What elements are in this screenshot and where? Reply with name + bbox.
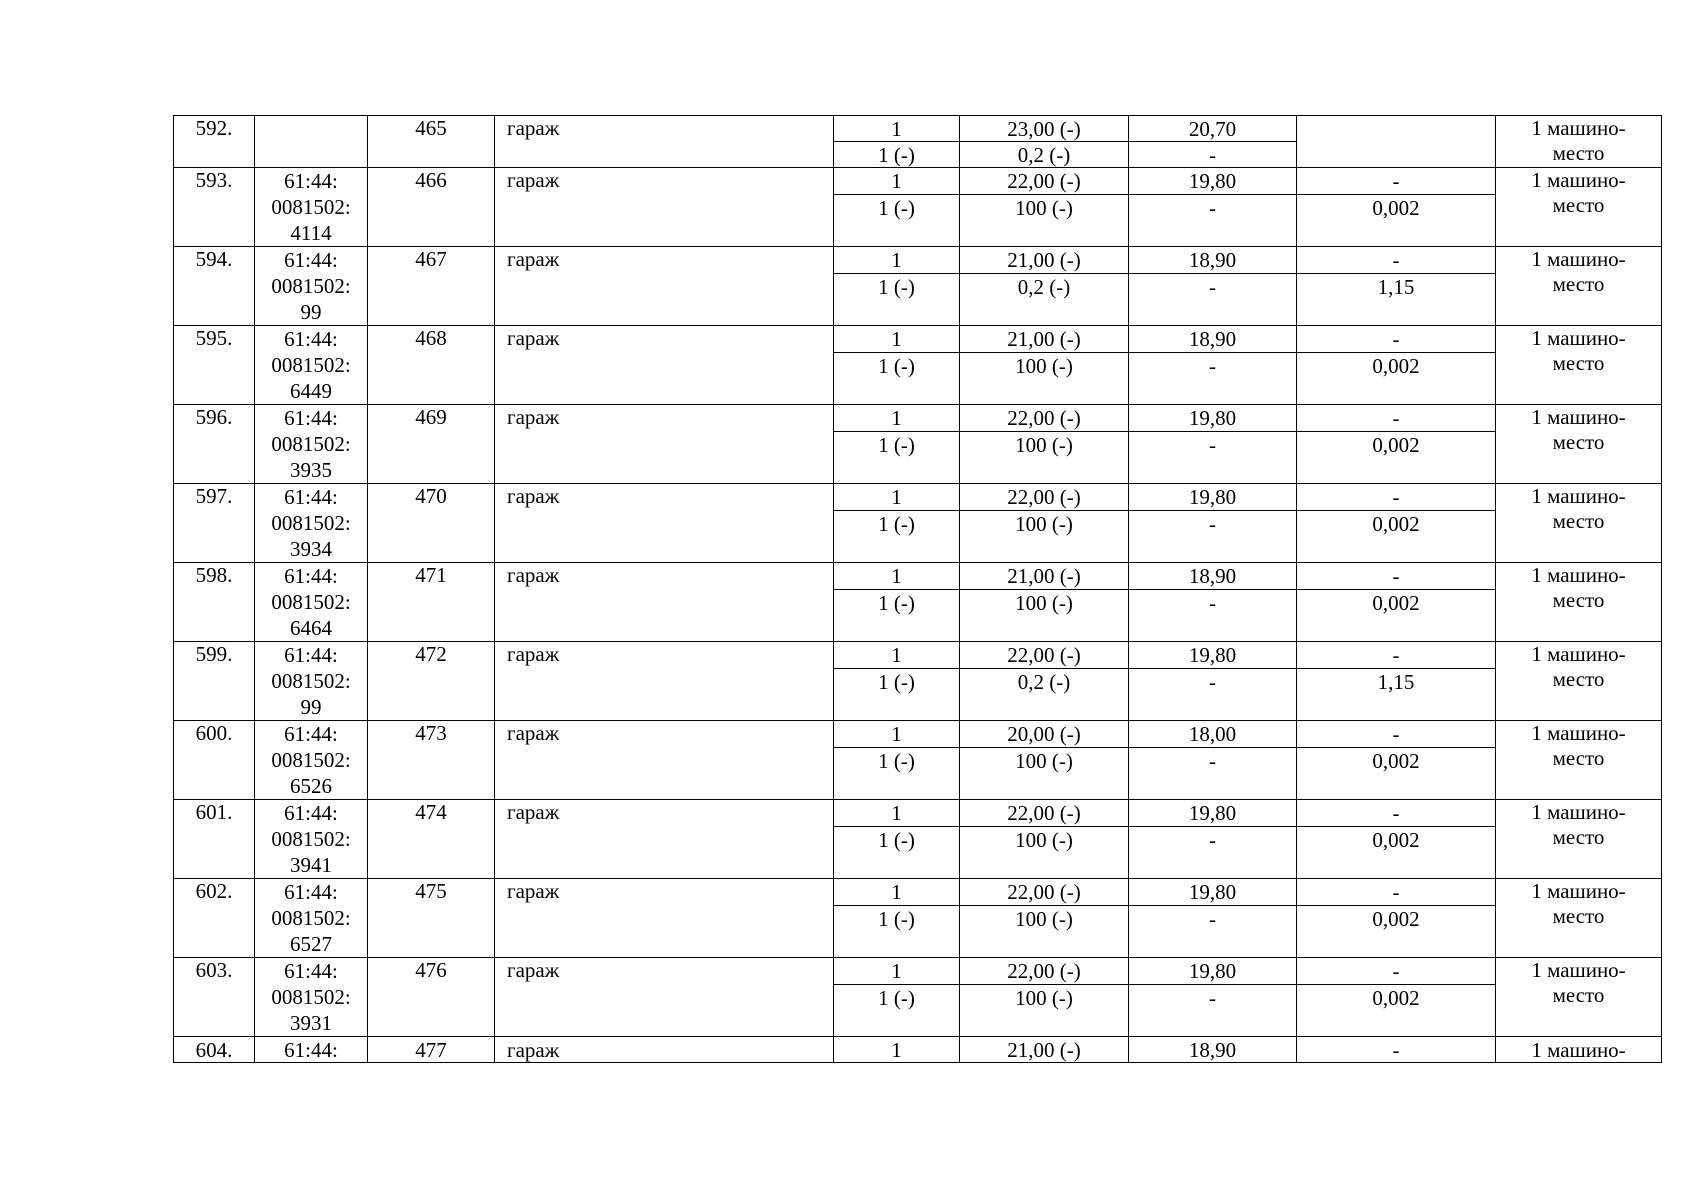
value-cell: -	[1129, 353, 1297, 405]
count-cell: 1	[834, 563, 960, 590]
parking-cell	[1496, 563, 1662, 642]
count-cell: 1 (-)	[834, 511, 960, 563]
cadastral-number-part: 61:44:	[284, 722, 338, 746]
cadastral-number-part: 0081502:	[271, 669, 351, 693]
table-row	[174, 879, 1662, 906]
parking-text: 1 машино-	[1531, 958, 1626, 982]
area-cell: 100 (-)	[960, 827, 1129, 879]
object-number-cell: 467	[368, 247, 495, 326]
row-number-cell: 598.	[174, 563, 255, 642]
parking-text: место	[1552, 588, 1605, 612]
object-name-cell: гараж	[495, 116, 834, 168]
value-cell: -	[1129, 590, 1297, 642]
cadastral-number-part: 61:44:	[284, 248, 338, 272]
extra-cell: -	[1297, 247, 1496, 274]
value-cell: 19,80	[1129, 484, 1297, 511]
count-cell: 1 (-)	[834, 195, 960, 247]
object-name-cell: гараж	[495, 168, 834, 247]
parking-cell	[1496, 958, 1662, 1037]
cadastral-number-part: 99	[300, 695, 322, 719]
object-number-cell: 471	[368, 563, 495, 642]
row-number-cell: 599.	[174, 642, 255, 721]
object-number-cell: 475	[368, 879, 495, 958]
value-cell: 19,80	[1129, 879, 1297, 906]
cadastral-number-cell: 61:44:	[255, 1037, 368, 1063]
parking-cell	[1496, 116, 1662, 168]
value-cell: 19,80	[1129, 800, 1297, 827]
table-row	[174, 642, 1662, 669]
object-name-cell: гараж	[495, 721, 834, 800]
parking-text: место	[1552, 746, 1605, 770]
cadastral-number-part: 99	[300, 300, 322, 324]
object-number-cell: 469	[368, 405, 495, 484]
parking-text: 1 машино-	[1531, 721, 1626, 745]
extra-cell: -	[1297, 879, 1496, 906]
parking-text: место	[1552, 667, 1605, 691]
object-name-cell: гараж	[495, 800, 834, 879]
cadastral-number-part: 6449	[290, 379, 332, 403]
value-cell: -	[1129, 669, 1297, 721]
cadastral-number-part: 0081502:	[271, 748, 351, 772]
cadastral-number-part: 61:44:	[284, 406, 338, 430]
object-number-cell: 470	[368, 484, 495, 563]
extra-cell: -	[1297, 642, 1496, 669]
cadastral-number-cell	[255, 116, 368, 168]
table-row	[174, 800, 1662, 827]
parking-text: 1 машино-	[1531, 879, 1626, 903]
parking-cell	[1496, 879, 1662, 958]
row-number-cell: 597.	[174, 484, 255, 563]
value-cell: -	[1129, 432, 1297, 484]
extra-cell: -	[1297, 958, 1496, 985]
count-cell: 1 (-)	[834, 906, 960, 958]
area-cell: 100 (-)	[960, 432, 1129, 484]
extra-cell: 0,002	[1297, 906, 1496, 958]
cadastral-number-part: 3935	[290, 458, 332, 482]
row-number-cell: 595.	[174, 326, 255, 405]
extra-cell: 1,15	[1297, 274, 1496, 326]
area-cell: 100 (-)	[960, 511, 1129, 563]
row-number-cell: 604.	[174, 1037, 255, 1063]
parking-text: место	[1552, 825, 1605, 849]
object-name-cell: гараж	[495, 879, 834, 958]
extra-cell: 0,002	[1297, 827, 1496, 879]
area-cell: 23,00 (-)	[960, 116, 1129, 142]
value-cell: -	[1129, 511, 1297, 563]
cadastral-number-cell	[255, 721, 368, 800]
extra-cell: 0,002	[1297, 195, 1496, 247]
parking-cell	[1496, 168, 1662, 247]
area-cell: 22,00 (-)	[960, 405, 1129, 432]
count-cell: 1	[834, 326, 960, 353]
cadastral-number-part: 6527	[290, 932, 332, 956]
cadastral-number-part: 0081502:	[271, 511, 351, 535]
count-cell: 1 (-)	[834, 748, 960, 800]
value-cell: 19,80	[1129, 642, 1297, 669]
count-cell: 1 (-)	[834, 985, 960, 1037]
cadastral-number-cell	[255, 168, 368, 247]
value-cell: 18,90	[1129, 563, 1297, 590]
area-cell: 22,00 (-)	[960, 879, 1129, 906]
extra-cell: 0,002	[1297, 748, 1496, 800]
object-number-cell: 473	[368, 721, 495, 800]
registry-table	[173, 115, 1662, 1063]
parking-cell	[1496, 247, 1662, 326]
area-cell: 100 (-)	[960, 748, 1129, 800]
count-cell: 1	[834, 958, 960, 985]
table-row	[174, 247, 1662, 274]
value-cell: 19,80	[1129, 958, 1297, 985]
area-cell: 22,00 (-)	[960, 800, 1129, 827]
extra-cell: 0,002	[1297, 511, 1496, 563]
parking-text: место	[1552, 193, 1605, 217]
cadastral-number-part: 0081502:	[271, 432, 351, 456]
object-number-cell: 468	[368, 326, 495, 405]
cadastral-number-part: 0081502:	[271, 827, 351, 851]
cadastral-number-part: 61:44:	[284, 959, 338, 983]
count-cell: 1 (-)	[834, 669, 960, 721]
object-number-cell: 472	[368, 642, 495, 721]
cadastral-number-part: 61:44:	[284, 327, 338, 351]
count-cell: 1 (-)	[834, 274, 960, 326]
count-cell: 1	[834, 879, 960, 906]
parking-cell	[1496, 800, 1662, 879]
value-cell: -	[1129, 195, 1297, 247]
area-cell: 21,00 (-)	[960, 1037, 1129, 1063]
parking-cell	[1496, 405, 1662, 484]
cadastral-number-part: 3941	[290, 853, 332, 877]
table-row	[174, 563, 1662, 590]
table-row	[174, 405, 1662, 432]
cadastral-number-part: 61:44:	[284, 564, 338, 588]
cadastral-number-part: 0081502:	[271, 353, 351, 377]
value-cell: 18,00	[1129, 721, 1297, 748]
object-name-cell: гараж	[495, 1037, 834, 1063]
parking-cell	[1496, 642, 1662, 721]
area-cell: 100 (-)	[960, 195, 1129, 247]
parking-cell: 1 машино-	[1496, 1037, 1662, 1063]
row-number-cell: 603.	[174, 958, 255, 1037]
cadastral-number-part: 0081502:	[271, 195, 351, 219]
parking-text: место	[1552, 509, 1605, 533]
value-cell: 19,80	[1129, 168, 1297, 195]
object-number-cell: 477	[368, 1037, 495, 1063]
row-number-cell: 594.	[174, 247, 255, 326]
object-number-cell: 466	[368, 168, 495, 247]
value-cell: 18,90	[1129, 247, 1297, 274]
object-number-cell: 476	[368, 958, 495, 1037]
area-cell: 100 (-)	[960, 985, 1129, 1037]
area-cell: 0,2 (-)	[960, 274, 1129, 326]
extra-cell: -	[1297, 405, 1496, 432]
object-name-cell: гараж	[495, 958, 834, 1037]
object-number-cell: 474	[368, 800, 495, 879]
parking-cell	[1496, 326, 1662, 405]
count-cell: 1	[834, 1037, 960, 1063]
cadastral-number-cell	[255, 879, 368, 958]
area-cell: 100 (-)	[960, 590, 1129, 642]
extra-cell	[1297, 116, 1496, 168]
extra-cell: -	[1297, 800, 1496, 827]
parking-text: 1 машино-	[1531, 800, 1626, 824]
area-cell: 22,00 (-)	[960, 642, 1129, 669]
count-cell: 1 (-)	[834, 353, 960, 405]
extra-cell: -	[1297, 721, 1496, 748]
cadastral-number-part: 61:44:	[284, 880, 338, 904]
cadastral-number-part: 6464	[290, 616, 332, 640]
table-row	[174, 484, 1662, 511]
count-cell: 1	[834, 800, 960, 827]
cadastral-number-part: 3931	[290, 1011, 332, 1035]
cadastral-number-part: 61:44:	[284, 485, 338, 509]
count-cell: 1	[834, 168, 960, 195]
parking-text: 1 машино-	[1531, 405, 1626, 429]
parking-text: место	[1552, 430, 1605, 454]
area-cell: 0,2 (-)	[960, 669, 1129, 721]
cadastral-number-cell	[255, 405, 368, 484]
value-cell: 18,90	[1129, 326, 1297, 353]
parking-text: место	[1552, 141, 1605, 165]
cadastral-number-part: 6526	[290, 774, 332, 798]
table-body	[174, 116, 1662, 1063]
count-cell: 1 (-)	[834, 432, 960, 484]
row-number-cell: 600.	[174, 721, 255, 800]
table-row	[174, 958, 1662, 985]
area-cell: 0,2 (-)	[960, 142, 1129, 168]
table-row	[174, 1037, 1662, 1063]
cadastral-number-part: 3934	[290, 537, 332, 561]
cadastral-number-cell	[255, 326, 368, 405]
row-number-cell: 602.	[174, 879, 255, 958]
cadastral-number-cell	[255, 642, 368, 721]
cadastral-number-part: 61:44:	[284, 801, 338, 825]
object-name-cell: гараж	[495, 484, 834, 563]
parking-text: место	[1552, 272, 1605, 296]
area-cell: 100 (-)	[960, 353, 1129, 405]
extra-cell: 0,002	[1297, 985, 1496, 1037]
area-cell: 22,00 (-)	[960, 958, 1129, 985]
parking-cell	[1496, 484, 1662, 563]
count-cell: 1 (-)	[834, 590, 960, 642]
table-row	[174, 116, 1662, 142]
row-number-cell: 592.	[174, 116, 255, 168]
cadastral-number-cell	[255, 563, 368, 642]
row-number-cell: 601.	[174, 800, 255, 879]
value-cell: 18,90	[1129, 1037, 1297, 1063]
count-cell: 1	[834, 484, 960, 511]
extra-cell: -	[1297, 1037, 1496, 1063]
object-name-cell: гараж	[495, 247, 834, 326]
parking-text: 1 машино-	[1531, 247, 1626, 271]
cadastral-number-cell	[255, 958, 368, 1037]
cadastral-number-part: 0081502:	[271, 590, 351, 614]
object-name-cell: гараж	[495, 405, 834, 484]
area-cell: 100 (-)	[960, 906, 1129, 958]
object-number-cell: 465	[368, 116, 495, 168]
count-cell: 1 (-)	[834, 142, 960, 168]
parking-text: 1 машино-	[1531, 116, 1626, 140]
parking-cell	[1496, 721, 1662, 800]
area-cell: 22,00 (-)	[960, 484, 1129, 511]
value-cell: -	[1129, 985, 1297, 1037]
cadastral-number-cell	[255, 247, 368, 326]
extra-cell: -	[1297, 563, 1496, 590]
value-cell: -	[1129, 906, 1297, 958]
parking-text: место	[1552, 351, 1605, 375]
parking-text: место	[1552, 983, 1605, 1007]
parking-text: 1 машино-	[1531, 484, 1626, 508]
area-cell: 21,00 (-)	[960, 563, 1129, 590]
cadastral-number-part: 4114	[290, 221, 332, 245]
value-cell: -	[1129, 827, 1297, 879]
count-cell: 1	[834, 116, 960, 142]
parking-text: 1 машино-	[1531, 168, 1626, 192]
count-cell: 1 (-)	[834, 827, 960, 879]
parking-text: 1 машино-	[1531, 563, 1626, 587]
count-cell: 1	[834, 247, 960, 274]
extra-cell: -	[1297, 484, 1496, 511]
cadastral-number-cell	[255, 484, 368, 563]
count-cell: 1	[834, 721, 960, 748]
cadastral-number-part: 0081502:	[271, 906, 351, 930]
value-cell: 19,80	[1129, 405, 1297, 432]
table-row	[174, 721, 1662, 748]
area-cell: 20,00 (-)	[960, 721, 1129, 748]
row-number-cell: 596.	[174, 405, 255, 484]
extra-cell: -	[1297, 168, 1496, 195]
count-cell: 1	[834, 405, 960, 432]
cadastral-number-part: 0081502:	[271, 985, 351, 1009]
object-name-cell: гараж	[495, 326, 834, 405]
area-cell: 21,00 (-)	[960, 247, 1129, 274]
parking-text: место	[1552, 904, 1605, 928]
object-name-cell: гараж	[495, 642, 834, 721]
extra-cell: -	[1297, 326, 1496, 353]
extra-cell: 0,002	[1297, 432, 1496, 484]
row-number-cell: 593.	[174, 168, 255, 247]
cadastral-number-part: 61:44:	[284, 169, 338, 193]
area-cell: 21,00 (-)	[960, 326, 1129, 353]
value-cell: -	[1129, 142, 1297, 168]
cadastral-number-part: 0081502:	[271, 274, 351, 298]
parking-text: 1 машино-	[1531, 642, 1626, 666]
extra-cell: 1,15	[1297, 669, 1496, 721]
value-cell: 20,70	[1129, 116, 1297, 142]
value-cell: -	[1129, 748, 1297, 800]
cadastral-number-part: 61:44:	[284, 643, 338, 667]
parking-text: 1 машино-	[1531, 326, 1626, 350]
object-name-cell: гараж	[495, 563, 834, 642]
extra-cell: 0,002	[1297, 590, 1496, 642]
area-cell: 22,00 (-)	[960, 168, 1129, 195]
extra-cell: 0,002	[1297, 353, 1496, 405]
value-cell: -	[1129, 274, 1297, 326]
count-cell: 1	[834, 642, 960, 669]
table-row	[174, 168, 1662, 195]
table-row	[174, 326, 1662, 353]
cadastral-number-cell	[255, 800, 368, 879]
